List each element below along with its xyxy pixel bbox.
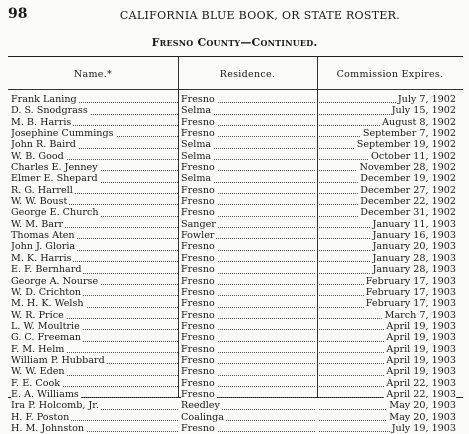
commission-expires: January 28, 1903 <box>372 252 456 264</box>
name-cell <box>11 94 178 105</box>
residence: Fresno <box>181 196 215 208</box>
commission-expires: October 11, 1902 <box>370 150 456 162</box>
expires-cell <box>319 105 456 116</box>
commission-expires: January 11, 1903 <box>372 218 456 230</box>
expires-cell <box>319 139 456 150</box>
residence: Fresno <box>181 354 215 366</box>
name-cell <box>11 389 178 400</box>
name-cell <box>11 128 178 139</box>
residence-cell <box>181 151 315 162</box>
residence-cell <box>181 298 315 309</box>
residence: Selma <box>181 173 212 185</box>
commission-expires: April 22, 1903 <box>386 388 456 400</box>
officer-name: W. W. Boust <box>11 196 68 208</box>
residence-cell <box>181 366 315 377</box>
commission-expires: July 15, 1902 <box>391 105 456 117</box>
expires-cell <box>319 412 456 423</box>
name-cell <box>11 298 178 309</box>
expires-cell <box>319 241 456 252</box>
name-cell <box>11 423 178 434</box>
residence-cell <box>181 378 315 389</box>
officer-name: Ira P. Holcomb, Jr. <box>11 400 99 412</box>
commission-expires: September 19, 1902 <box>356 139 456 151</box>
table-row <box>8 321 463 332</box>
expires-cell <box>319 378 456 389</box>
residence-cell <box>181 253 315 264</box>
residence: Fresno <box>181 309 215 321</box>
name-cell <box>11 173 178 184</box>
table-row <box>8 162 463 173</box>
table-body <box>8 94 463 434</box>
table-row <box>8 366 463 377</box>
header-commission-expires: Commission Expires. <box>336 69 444 80</box>
expires-cell <box>319 94 456 105</box>
residence: Fresno <box>181 275 215 287</box>
running-head: CALIFORNIA BLUE BOOK, OR STATE ROSTER. <box>119 9 401 22</box>
expires-cell <box>319 276 456 287</box>
officer-name: F. M. Helm <box>11 343 65 355</box>
residence-cell <box>181 332 315 343</box>
residence-cell <box>181 412 315 423</box>
residence-cell <box>181 196 315 207</box>
expires-cell <box>319 207 456 218</box>
expires-cell <box>319 128 456 139</box>
commission-expires: April 19, 1903 <box>386 332 456 344</box>
table-row <box>8 173 463 184</box>
residence: Fresno <box>181 332 215 344</box>
name-cell <box>11 196 178 207</box>
expires-cell <box>319 366 456 377</box>
officer-name: W. D. Crichton <box>11 286 82 298</box>
name-cell <box>11 355 178 366</box>
residence-cell <box>181 230 315 241</box>
name-cell <box>11 230 178 241</box>
residence-cell <box>181 128 315 139</box>
table-row <box>8 151 463 162</box>
residence: Fresno <box>181 422 215 434</box>
commission-expires: July 19, 1903 <box>391 422 456 434</box>
officer-name: Thomas Aten <box>11 230 75 242</box>
commission-expires: January 28, 1903 <box>372 264 456 276</box>
residence: Selma <box>181 150 212 162</box>
commission-expires: April 19, 1903 <box>386 320 456 332</box>
commission-expires: May 20, 1903 <box>389 400 456 412</box>
residence-cell <box>181 207 315 218</box>
name-cell <box>11 344 178 355</box>
commission-expires: April 19, 1903 <box>386 366 456 378</box>
expires-cell <box>319 287 456 298</box>
name-cell <box>11 378 178 389</box>
residence: Fresno <box>181 298 215 310</box>
expires-cell <box>319 423 456 434</box>
name-cell <box>11 276 178 287</box>
residence: Fresno <box>181 343 215 355</box>
commission-expires: January 20, 1903 <box>372 241 456 253</box>
table-row <box>8 94 463 105</box>
officer-name: R. G. Harrell <box>11 184 73 196</box>
residence-cell <box>181 241 315 252</box>
officer-name: Elmer E. Shepard <box>11 173 98 185</box>
commission-expires: February 17, 1903 <box>365 286 456 298</box>
residence: Fresno <box>181 184 215 196</box>
officer-name: Josephine Cummings <box>11 128 114 140</box>
roster-table <box>8 56 463 434</box>
name-cell <box>11 241 178 252</box>
table-row <box>8 264 463 275</box>
officer-name: John J. Gloria <box>11 241 76 253</box>
table-row <box>8 332 463 343</box>
table-row <box>8 253 463 264</box>
table-row <box>8 139 463 150</box>
officer-name: William P. Hubbard <box>11 354 105 366</box>
residence-cell <box>181 185 315 196</box>
officer-name: M. K. Harris <box>11 252 72 264</box>
residence: Fresno <box>181 207 215 219</box>
table-row <box>8 344 463 355</box>
officer-name: H. M. Johnston <box>11 422 85 434</box>
residence: Fresno <box>181 241 215 253</box>
officer-name: Charles E. Jenney <box>11 162 98 174</box>
name-cell <box>11 321 178 332</box>
officer-name: E. F. Bernhard <box>11 264 82 276</box>
name-cell <box>11 400 178 411</box>
officer-name: W. W. Eden <box>11 366 65 378</box>
officer-name: George A. Nourse <box>11 275 99 287</box>
residence-cell <box>181 276 315 287</box>
table-row <box>8 400 463 411</box>
commission-expires: July 7, 1902 <box>397 94 456 105</box>
name-cell <box>11 287 178 298</box>
name-cell <box>11 151 178 162</box>
header-name: Name.* <box>73 69 113 80</box>
commission-expires: April 19, 1903 <box>386 354 456 366</box>
expires-cell <box>319 230 456 241</box>
table-row <box>8 117 463 128</box>
commission-expires: March 7, 1903 <box>384 309 456 321</box>
residence: Sanger <box>181 218 216 230</box>
residence: Fresno <box>181 320 215 332</box>
table-row <box>8 298 463 309</box>
table-row <box>8 196 463 207</box>
name-cell <box>11 412 178 423</box>
expires-cell <box>319 355 456 366</box>
residence-cell <box>181 162 315 173</box>
name-cell <box>11 332 178 343</box>
table-row <box>8 355 463 366</box>
residence: Fresno <box>181 128 215 140</box>
residence-cell <box>181 219 315 230</box>
officer-name: W. B. Good <box>11 150 64 162</box>
residence-cell <box>181 139 315 150</box>
residence: Selma <box>181 105 212 117</box>
residence-cell <box>181 94 315 105</box>
officer-name: W. M. Barr <box>11 218 64 230</box>
header-residence: Residence. <box>219 69 276 80</box>
expires-cell <box>319 173 456 184</box>
expires-cell <box>319 151 456 162</box>
officer-name: L. W. Moultrie <box>11 320 80 332</box>
name-cell <box>11 264 178 275</box>
table-row <box>8 287 463 298</box>
residence-cell <box>181 173 315 184</box>
name-cell <box>11 310 178 321</box>
officer-name: M. H. K. Welsh <box>11 298 84 310</box>
residence: Fresno <box>181 94 215 105</box>
residence: Fresno <box>181 264 215 276</box>
table-row <box>8 378 463 389</box>
expires-cell <box>319 332 456 343</box>
officer-name: F. E. Cook <box>11 377 61 389</box>
residence: Fresno <box>181 388 215 400</box>
page-number: 98 <box>8 6 28 22</box>
expires-cell <box>319 264 456 275</box>
residence: Fresno <box>181 286 215 298</box>
residence: Fresno <box>181 162 215 174</box>
expires-cell <box>319 400 456 411</box>
table-row <box>8 185 463 196</box>
table-row <box>8 105 463 116</box>
table-row <box>8 412 463 423</box>
commission-expires: February 17, 1903 <box>365 298 456 310</box>
name-cell <box>11 162 178 173</box>
table-row <box>8 207 463 218</box>
commission-expires: September 7, 1902 <box>362 128 456 140</box>
name-cell <box>11 207 178 218</box>
residence: Fresno <box>181 366 215 378</box>
table-row <box>8 310 463 321</box>
expires-cell <box>319 253 456 264</box>
residence-cell <box>181 321 315 332</box>
name-cell <box>11 105 178 116</box>
residence-cell <box>181 264 315 275</box>
commission-expires: November 28, 1902 <box>359 162 456 174</box>
officer-name: John R. Baird <box>11 139 76 151</box>
table-row <box>8 389 463 400</box>
table-row <box>8 423 463 434</box>
commission-expires: December 19, 1902 <box>360 173 456 185</box>
section-title: Fresno County—Continued. <box>151 36 318 49</box>
table-row <box>8 219 463 230</box>
officer-name: G. C. Freeman <box>11 332 82 344</box>
table-row <box>8 230 463 241</box>
officer-name: E. A. Williams <box>11 388 79 400</box>
residence-cell <box>181 117 315 128</box>
residence-cell <box>181 400 315 411</box>
officer-name: M. B. Harris <box>11 116 72 128</box>
name-cell <box>11 219 178 230</box>
expires-cell <box>319 117 456 128</box>
table-row <box>8 128 463 139</box>
residence-cell <box>181 344 315 355</box>
commission-expires: December 31, 1902 <box>360 207 456 219</box>
residence: Reedley <box>181 400 220 412</box>
residence: Selma <box>181 139 212 151</box>
residence: Fowler <box>181 230 215 242</box>
expires-cell <box>319 196 456 207</box>
residence-cell <box>181 423 315 434</box>
residence: Coalinga <box>181 411 225 423</box>
residence-cell <box>181 105 315 116</box>
officer-name: W. R. Price <box>11 309 64 321</box>
table-row <box>8 276 463 287</box>
officer-name: H. F. Poston <box>11 411 70 423</box>
commission-expires: February 17, 1903 <box>365 275 456 287</box>
commission-expires: January 16, 1903 <box>372 230 456 242</box>
expires-cell <box>319 344 456 355</box>
expires-cell <box>319 298 456 309</box>
name-cell <box>11 366 178 377</box>
residence-cell <box>181 355 315 366</box>
commission-expires: August 8, 1902 <box>382 116 456 128</box>
commission-expires: April 19, 1903 <box>386 343 456 355</box>
officer-name: D. S. Snodgrass <box>11 105 88 117</box>
name-cell <box>11 253 178 264</box>
residence-cell <box>181 287 315 298</box>
expires-cell <box>319 185 456 196</box>
commission-expires: May 20, 1903 <box>389 411 456 423</box>
name-cell <box>11 117 178 128</box>
commission-expires: December 27, 1902 <box>360 184 456 196</box>
commission-expires: December 22, 1902 <box>360 196 456 208</box>
residence: Fresno <box>181 116 215 128</box>
expires-cell <box>319 389 456 400</box>
table-header-row <box>8 57 463 90</box>
residence-cell <box>181 310 315 321</box>
name-cell <box>11 139 178 150</box>
expires-cell <box>319 162 456 173</box>
officer-name: Frank Laning <box>11 94 77 105</box>
expires-cell <box>319 219 456 230</box>
residence-cell <box>181 389 315 400</box>
commission-expires: April 22, 1903 <box>386 377 456 389</box>
officer-name: George E. Church <box>11 207 99 219</box>
expires-cell <box>319 321 456 332</box>
residence: Fresno <box>181 377 215 389</box>
name-cell <box>11 185 178 196</box>
table-row <box>8 241 463 252</box>
residence: Fresno <box>181 252 215 264</box>
expires-cell <box>319 310 456 321</box>
